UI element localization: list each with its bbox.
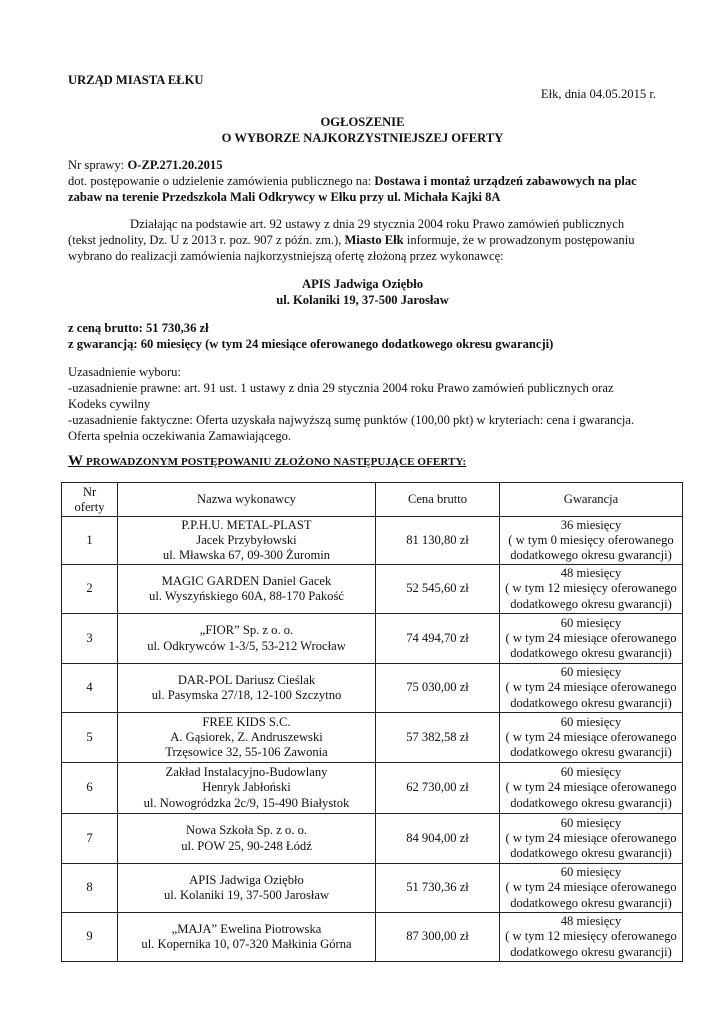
place-date: Ełk, dnia 04.05.2015 r. bbox=[540, 87, 656, 101]
offers-table bbox=[61, 482, 683, 962]
offer-number: 7 bbox=[62, 814, 118, 864]
guarantee-line: dodatkowego okresu gwarancji) bbox=[510, 745, 672, 760]
guarantee bbox=[500, 763, 683, 814]
contractor-name-line: P.P.H.U. METAL-PLAST bbox=[181, 517, 312, 532]
contractor-name-line: FREE KIDS S.C. bbox=[202, 714, 291, 729]
gross-price: 81 130,80 zł bbox=[376, 517, 500, 565]
contractor-name-line: Henryk Jabłoński bbox=[202, 780, 291, 795]
offer-number: 9 bbox=[62, 913, 118, 962]
heading-rest: PROWADZONYM POSTĘPOWANIU ZŁOŻONO NASTĘPUJĄCE OFERTY: bbox=[83, 456, 467, 468]
offers-section-heading bbox=[68, 453, 466, 470]
case-subject-prefix: dot. postępowanie o udzielenie zamówienia publicznego na: bbox=[68, 174, 375, 188]
contractor-name-line: ul. Kolaniki 19, 37-500 Jarosław bbox=[163, 888, 330, 902]
guarantee-line: 60 miesięcy bbox=[560, 815, 622, 830]
contractor-name-line: „FIOR” Sp. z o. o. bbox=[199, 623, 294, 638]
guarantee bbox=[500, 814, 683, 864]
offer-number: 2 bbox=[62, 565, 118, 614]
table-row bbox=[62, 864, 683, 913]
intro-city: Miasto Ełk bbox=[344, 233, 404, 247]
guarantee bbox=[500, 614, 683, 664]
header-price: Cena brutto bbox=[376, 483, 500, 517]
gross-price: 52 545,60 zł bbox=[376, 565, 500, 614]
gross-price: 57 382,58 zł bbox=[376, 713, 500, 763]
guarantee-line: ( w tym 24 miesiące oferowanego bbox=[505, 880, 677, 895]
table-row bbox=[62, 913, 683, 962]
guarantee-line: dodatkowego okresu gwarancji) bbox=[510, 695, 672, 710]
gross-price: 62 730,00 zł bbox=[376, 763, 500, 814]
winner-guarantee: z gwarancją: 60 miesięcy (w tym 24 miesiące oferowanego dodatkowego okresu gwarancji) bbox=[68, 337, 554, 351]
header-name: Nazwa wykonawcy bbox=[118, 483, 376, 517]
table-row bbox=[62, 713, 683, 763]
guarantee-line: dodatkowego okresu gwarancji) bbox=[510, 895, 672, 910]
guarantee-line: 48 miesięcy bbox=[560, 914, 622, 929]
case-subject-line-2: zabaw na terenie Przedszkola Mali Odkrywcy w Ełku przy ul. Michała Kajki 8A bbox=[68, 190, 501, 204]
guarantee bbox=[500, 565, 683, 614]
document-title: OGŁOSZENIE bbox=[320, 115, 405, 129]
intro-line-2-b: informuje, że w prowadzonym postępowaniu bbox=[403, 233, 635, 247]
table-row bbox=[62, 517, 683, 565]
contractor-name-line: Jacek Przybyłowski bbox=[196, 532, 297, 547]
intro-line-3: wybrano do realizacji zamówienia najkorzystniejszą ofertę złożoną przez wykonawcę: bbox=[68, 249, 504, 263]
contractor-name bbox=[118, 517, 376, 565]
contractor-name bbox=[118, 913, 376, 962]
contractor-name-line: ul. Mławska 67, 09-300 Żuromin bbox=[162, 548, 331, 563]
offer-number: 3 bbox=[62, 614, 118, 664]
gross-price: 51 730,36 zł bbox=[376, 864, 500, 913]
header-nr-text: Nr oferty bbox=[74, 484, 105, 514]
guarantee bbox=[500, 517, 683, 565]
case-number-label: Nr sprawy: bbox=[68, 158, 128, 172]
case-subject-line-1 bbox=[68, 173, 637, 189]
contractor-name-line: MAGIC GARDEN Daniel Gacek bbox=[161, 573, 332, 588]
justification-factual-2: Oferta spełnia oczekiwania Zamawiającego. bbox=[68, 429, 292, 443]
guarantee bbox=[500, 864, 683, 913]
winner-name: APIS Jadwiga Oziębło bbox=[301, 277, 424, 291]
contractor-name-line: Trzęsowice 32, 55-106 Zawonia bbox=[165, 745, 328, 760]
contractor-name-line: Zakład Instalacyjno-Budowlany bbox=[165, 765, 328, 780]
offer-number: 1 bbox=[62, 517, 118, 565]
offers-table-body bbox=[62, 517, 683, 962]
contractor-name-line: A. Gąsiorek, Z. Andruszewski bbox=[170, 729, 323, 744]
guarantee-line: 60 miesięcy bbox=[560, 865, 622, 880]
contractor-name bbox=[118, 814, 376, 864]
contractor-name bbox=[118, 763, 376, 814]
guarantee-line: ( w tym 24 miesiące oferowanego bbox=[505, 830, 677, 845]
guarantee-line: dodatkowego okresu gwarancji) bbox=[510, 944, 672, 959]
intro-line-2-a: (tekst jednolity, Dz. U z 2013 r. poz. 907 z późn. zm.), bbox=[68, 233, 345, 247]
guarantee-line: ( w tym 12 miesięcy oferowanego bbox=[505, 929, 677, 944]
contractor-name-line: ul. POW 25, 90-248 Łódź bbox=[181, 838, 312, 853]
intro-line-2 bbox=[68, 232, 635, 248]
table-row bbox=[62, 814, 683, 864]
contractor-name bbox=[118, 565, 376, 614]
guarantee-line: 48 miesięcy bbox=[560, 566, 622, 581]
guarantee-line: 60 miesięcy bbox=[560, 765, 622, 780]
contractor-name-line: ul. Pasymska 27/18, 12-100 Szczytno bbox=[151, 688, 342, 702]
contractor-name bbox=[118, 713, 376, 763]
table-row bbox=[62, 565, 683, 614]
justification-legal-1: -uzasadnienie prawne: art. 91 ust. 1 ustawy z dnia 29 stycznia 2004 roku Prawo zamówień publicznych oraz bbox=[68, 381, 614, 395]
document-subtitle: O WYBORZE NAJKORZYSTNIEJSZEJ OFERTY bbox=[221, 131, 504, 145]
contractor-name-line: ul. Nowogródzka 2c/9, 15-490 Białystok bbox=[143, 795, 350, 810]
gross-price: 75 030,00 zł bbox=[376, 664, 500, 713]
guarantee-line: dodatkowego okresu gwarancji) bbox=[510, 646, 672, 661]
guarantee-line: dodatkowego okresu gwarancji) bbox=[510, 795, 672, 810]
gross-price: 87 300,00 zł bbox=[376, 913, 500, 962]
contractor-name-line: ul. Kopernika 10, 07-320 Małkinia Górna bbox=[141, 937, 352, 951]
guarantee-line: ( w tym 0 miesięcy oferowanego bbox=[508, 532, 674, 547]
guarantee-line: 36 miesięcy bbox=[560, 517, 622, 532]
winner-price: z ceną brutto: 51 730,36 zł bbox=[68, 321, 209, 335]
offer-number: 4 bbox=[62, 664, 118, 713]
offer-number: 5 bbox=[62, 713, 118, 763]
offer-number: 6 bbox=[62, 763, 118, 814]
intro-line-1: Działając na podstawie art. 92 ustawy z dnia 29 stycznia 2004 roku Prawo zamówień publicznych bbox=[130, 217, 625, 231]
case-subject-bold-1: Dostawa i montaż urządzeń zabawowych na plac bbox=[374, 174, 637, 188]
guarantee-line: ( w tym 12 miesięcy oferowanego bbox=[505, 581, 677, 596]
case-number-line bbox=[68, 157, 223, 173]
guarantee-line: dodatkowego okresu gwarancji) bbox=[510, 548, 672, 563]
guarantee-line: dodatkowego okresu gwarancji) bbox=[510, 846, 672, 861]
guarantee-line: 60 miesięcy bbox=[560, 665, 622, 680]
guarantee-line: ( w tym 24 miesiące oferowanego bbox=[505, 729, 677, 744]
contractor-name-line: Nowa Szkoła Sp. z o. o. bbox=[185, 823, 308, 838]
table-row bbox=[62, 763, 683, 814]
contractor-name-line: APIS Jadwiga Oziębło bbox=[189, 872, 304, 887]
gross-price: 74 494,70 zł bbox=[376, 614, 500, 664]
heading-initial: W bbox=[68, 453, 84, 469]
justification-legal-2: Kodeks cywilny bbox=[68, 397, 151, 411]
contractor-name-line: ul. Wyszyńskiego 60A, 88-170 Pakość bbox=[149, 589, 344, 603]
header-guarantee: Gwarancja bbox=[500, 483, 683, 517]
contractor-name bbox=[118, 864, 376, 913]
header-nr bbox=[62, 483, 118, 517]
guarantee-line: dodatkowego okresu gwarancji) bbox=[510, 596, 672, 611]
guarantee-line: ( w tym 24 miesiące oferowanego bbox=[505, 630, 677, 645]
gross-price: 84 904,00 zł bbox=[376, 814, 500, 864]
table-header-row bbox=[62, 483, 683, 517]
guarantee-line: 60 miesięcy bbox=[560, 714, 622, 729]
guarantee-line: 60 miesięcy bbox=[560, 615, 622, 630]
offer-number: 8 bbox=[62, 864, 118, 913]
contractor-name-line: „MAJA” Ewelina Piotrowska bbox=[171, 921, 322, 936]
office-name: URZĄD MIASTA EŁKU bbox=[68, 73, 204, 87]
contractor-name bbox=[118, 664, 376, 713]
case-number: O-ZP.271.20.2015 bbox=[127, 158, 223, 172]
contractor-name-line: ul. Odkrywców 1-3/5, 53-212 Wrocław bbox=[147, 638, 346, 653]
contractor-name-line: DAR-POL Dariusz Cieślak bbox=[177, 672, 316, 687]
guarantee-line: ( w tym 24 miesiące oferowanego bbox=[505, 780, 677, 795]
winner-address: ul. Kolaniki 19, 37-500 Jarosław bbox=[276, 293, 449, 307]
justification-title: Uzasadnienie wyboru: bbox=[68, 365, 181, 379]
contractor-name bbox=[118, 614, 376, 664]
justification-factual-1: -uzasadnienie faktyczne: Oferta uzyskała najwyższą sumę punktów (100,00 pkt) w kryteriach: cena i gwarancja. bbox=[68, 413, 635, 427]
guarantee bbox=[500, 664, 683, 713]
table-row bbox=[62, 614, 683, 664]
table-row bbox=[62, 664, 683, 713]
guarantee-line: ( w tym 24 miesiące oferowanego bbox=[505, 680, 677, 695]
guarantee bbox=[500, 713, 683, 763]
guarantee bbox=[500, 913, 683, 962]
